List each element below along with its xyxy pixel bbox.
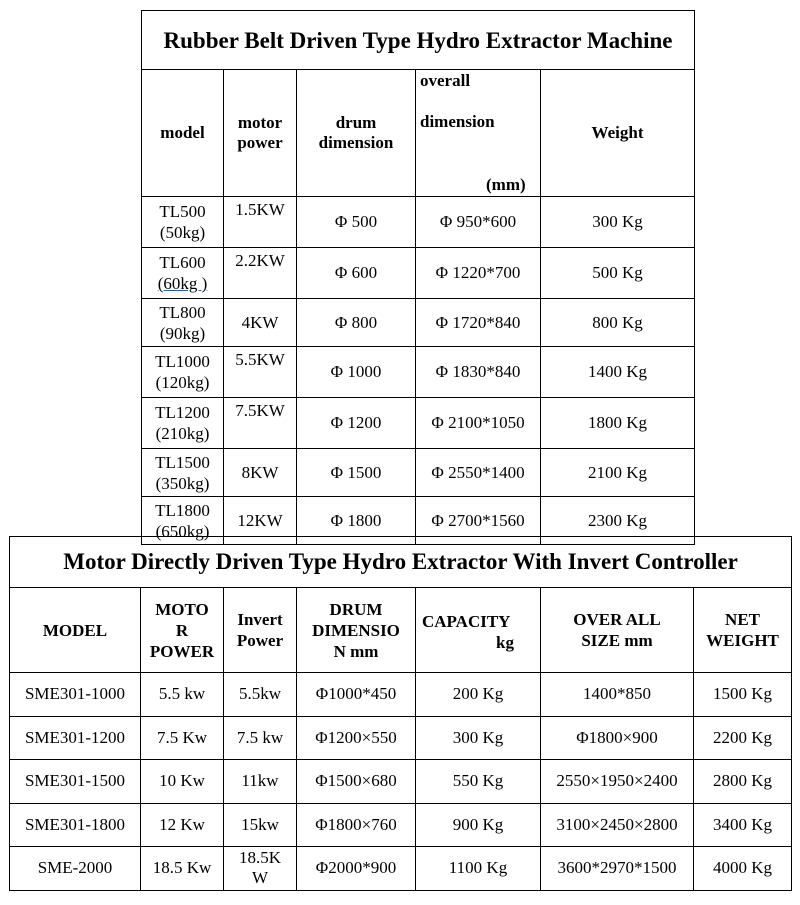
motor-power-cell: 12 Kw [141,803,224,847]
table-row [10,673,792,717]
overall-dimension-cell: Φ 2550*1400 [416,449,541,497]
direct-driven-spec-table [9,536,792,891]
header-model-2: MODEL [10,588,141,673]
model-cell [142,398,224,449]
overall-size-cell: 1400*850 [541,673,694,717]
overall-size-cell: 3100×2450×2800 [541,803,694,847]
invert-power-value: 5.5kw [238,684,282,704]
drum-dimension-cell: Φ 1500 [297,449,416,497]
drum-dimension-cell: Φ1200×550 [297,716,416,760]
table-row [10,760,792,804]
motor-power-cell: 5.5KW [224,347,297,398]
model-capacity: (650kg) [155,521,210,541]
invert-power-value: 18.5K [238,848,282,868]
header-drum-line1: drum [335,113,377,132]
net-weight-cell: 3400 Kg [694,803,792,847]
invert-power-value: 11kw [241,771,279,791]
header-invert-line1: Invert [237,610,283,629]
header-overall-unit: (mm) [486,175,526,194]
invert-power-cell [224,803,297,847]
model-cell: SME301-1500 [10,760,141,804]
drum-dimension-cell: Φ1800×760 [297,803,416,847]
header-size-line1: OVER ALL [573,610,661,629]
header-overall-dimension [416,70,541,197]
drum-dimension-cell: Φ 800 [297,299,416,347]
weight-cell: 500 Kg [541,248,695,299]
model-cell [142,347,224,398]
motor-power-cell: 8KW [224,449,297,497]
header-drum-line2: dimension [318,133,394,152]
capacity-cell: 200 Kg [416,673,541,717]
header-drum-dimension-2 [297,588,416,673]
model-capacity: (120kg) [155,373,210,392]
drum-dimension-cell: Φ2000*900 [297,847,416,891]
header-motor-power-line1: motor [237,113,283,132]
motor-power-cell: 10 Kw [141,760,224,804]
model-cell: SME301-1200 [10,716,141,760]
header-drum2-line1: DRUM [329,599,383,619]
belt-table-body [142,197,695,545]
model-name: TL1800 [155,500,210,520]
weight-cell: 800 Kg [541,299,695,347]
motor-power-cell: 5.5 kw [141,673,224,717]
drum-dimension-cell: Φ 600 [297,248,416,299]
header-motor-line1: MOTO [155,599,209,619]
table-row [10,803,792,847]
motor-power-cell: 2.2KW [224,248,297,299]
header-capacity [416,588,541,673]
header-capacity-line1: CAPACITY [422,612,511,631]
net-weight-cell: 4000 Kg [694,847,792,891]
invert-power-cell [224,673,297,717]
table-row [10,847,792,891]
capacity-cell: 300 Kg [416,716,541,760]
header-overall-line2: dimension [420,112,495,131]
weight-cell: 2100 Kg [541,449,695,497]
net-weight-cell: 2800 Kg [694,760,792,804]
table-row [142,449,695,497]
model-capacity: (210kg) [155,424,210,443]
table-row [142,347,695,398]
overall-dimension-cell: Φ 2100*1050 [416,398,541,449]
weight-cell: 2300 Kg [541,497,695,545]
header-overall-line1: overall [420,71,471,90]
invert-power-unit: W [251,868,269,888]
table-row [10,716,792,760]
belt-driven-spec-table [141,10,695,545]
header-net-weight [694,588,792,673]
table-row [142,299,695,347]
direct-table-title: Motor Directly Driven Type Hydro Extractor With Invert Controller [10,537,792,588]
model-cell [142,449,224,497]
header-motor-power [224,70,297,197]
model-cell [142,299,224,347]
header-invert-line2: Power [236,631,284,650]
model-capacity: (350kg) [155,473,210,493]
direct-table-body [10,673,792,891]
overall-dimension-cell: Φ 1720*840 [416,299,541,347]
model-cell [142,248,224,299]
motor-power-cell: 12KW [224,497,297,545]
header-motor-line3: POWER [149,641,215,661]
weight-cell: 1800 Kg [541,398,695,449]
overall-dimension-cell: Φ 2700*1560 [416,497,541,545]
overall-size-cell: Φ1800×900 [541,716,694,760]
invert-power-value: 7.5 kw [236,727,284,747]
table-row [142,197,695,248]
motor-power-cell: 1.5KW [224,197,297,248]
model-cell: SME301-1000 [10,673,141,717]
capacity-cell: 550 Kg [416,760,541,804]
header-drum2-line3: N mm [333,641,379,661]
header-size-line2: SIZE mm [581,631,653,650]
model-capacity: (90kg) [159,323,206,343]
header-capacity-unit: kg [496,633,514,652]
header-net-line1: NET [725,610,761,629]
model-name: TL1000 [155,352,210,371]
header-model: model [142,70,224,197]
motor-power-cell: 7.5KW [224,398,297,449]
header-net-line2: WEIGHT [706,631,779,650]
net-weight-cell: 1500 Kg [694,673,792,717]
model-cell: SME-2000 [10,847,141,891]
drum-dimension-cell: Φ 1200 [297,398,416,449]
motor-power-cell: 18.5 Kw [141,847,224,891]
header-motor-power-line2: power [237,133,283,152]
weight-cell: 1400 Kg [541,347,695,398]
drum-dimension-cell: Φ 1000 [297,347,416,398]
invert-power-value: 15kw [241,814,279,834]
net-weight-cell: 2200 Kg [694,716,792,760]
header-weight: Weight [541,70,695,197]
drum-dimension-cell: Φ 1800 [297,497,416,545]
motor-power-cell: 7.5 Kw [141,716,224,760]
drum-dimension-cell: Φ 500 [297,197,416,248]
drum-dimension-cell: Φ1000*450 [297,673,416,717]
invert-power-cell [224,847,297,891]
model-cell [142,197,224,248]
table-row [142,248,695,299]
capacity-cell: 900 Kg [416,803,541,847]
header-overall-size [541,588,694,673]
capacity-cell: 1100 Kg [416,847,541,891]
drum-dimension-cell: Φ1500×680 [297,760,416,804]
model-capacity: (60kg ) [157,274,208,293]
overall-dimension-cell: Φ 1220*700 [416,248,541,299]
model-name: TL1500 [155,452,210,472]
overall-dimension-cell: Φ 950*600 [416,197,541,248]
overall-dimension-cell: Φ 1830*840 [416,347,541,398]
model-name: TL800 [159,302,206,322]
header-drum-dimension [297,70,416,197]
belt-table-title: Rubber Belt Driven Type Hydro Extractor Machine [142,11,695,70]
header-drum2-line2: DIMENSIO [312,620,400,640]
overall-size-cell: 3600*2970*1500 [541,847,694,891]
model-name: TL500 [159,202,206,221]
invert-power-cell [224,760,297,804]
model-name: TL1200 [155,403,210,422]
model-cell: SME301-1800 [10,803,141,847]
header-motor-line2: R [175,620,189,640]
header-invert-power [224,588,297,673]
table-row [142,398,695,449]
invert-power-cell [224,716,297,760]
model-capacity: (50kg) [159,223,206,242]
model-name: TL600 [159,253,206,272]
weight-cell: 300 Kg [541,197,695,248]
header-motor-power-2 [141,588,224,673]
motor-power-cell: 4KW [224,299,297,347]
overall-size-cell: 2550×1950×2400 [541,760,694,804]
